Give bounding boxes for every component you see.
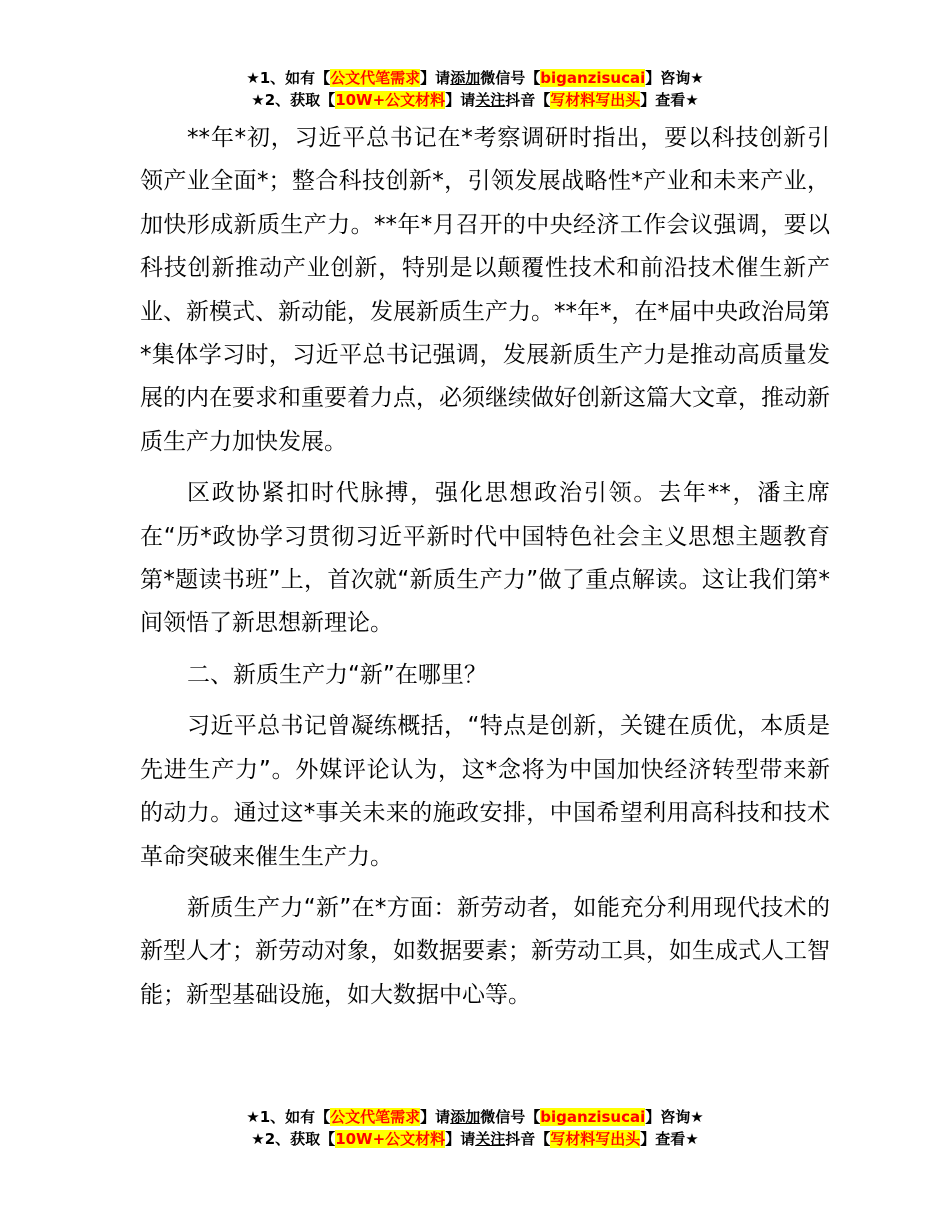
header-line-2-middle-2: 抖音【 bbox=[505, 91, 551, 109]
header-line-1-middle-2: 微信号【 bbox=[480, 69, 541, 87]
header-line-1-emphasis: 添加 bbox=[450, 69, 481, 87]
footer-line-2-middle-2: 抖音【 bbox=[505, 1130, 551, 1148]
footer-line-2-highlight-account: 写材料写出头 bbox=[550, 1130, 641, 1148]
header-line-1 bbox=[0, 67, 950, 89]
footer-line-1-emphasis: 添加 bbox=[450, 1108, 481, 1126]
header-line-2-highlight-account: 写材料写出头 bbox=[550, 91, 641, 109]
header-line-2 bbox=[0, 89, 950, 111]
header-banner bbox=[0, 67, 950, 111]
header-line-1-highlight-wechat-id: biganzisucai bbox=[540, 69, 646, 87]
header-line-1-middle: 】请 bbox=[420, 69, 451, 87]
footer-line-1-middle: 】请 bbox=[420, 1108, 451, 1126]
header-line-1-highlight-service: 公文代笔需求 bbox=[330, 69, 421, 87]
footer-line-1-prefix: ★1、如有【 bbox=[246, 1108, 331, 1126]
header-line-2-suffix: 】查看★ bbox=[640, 91, 699, 109]
footer-line-1-suffix: 】咨询★ bbox=[645, 1108, 704, 1126]
footer-line-2-suffix: 】查看★ bbox=[640, 1130, 699, 1148]
section-heading-what-is-new: 二、新质生产力“新”在哪里？ bbox=[187, 661, 487, 688]
footer-line-1 bbox=[0, 1106, 950, 1128]
paragraph-district-cppcc: 区政协紧扣时代脉搏，强化思想政治引领。去年**，潘主席在“历*政协学习贯彻习近平新时代中国特色社会主义思想主题教育第*题读书班”上，首次就“新质生产力”做了重点解读。这让我们第*间领悟了新思想新理论。 bbox=[140, 480, 830, 637]
header-line-1-suffix: 】咨询★ bbox=[645, 69, 704, 87]
footer-line-1-highlight-service: 公文代笔需求 bbox=[330, 1108, 421, 1126]
footer-line-1-highlight-wechat-id: biganzisucai bbox=[540, 1108, 646, 1126]
header-line-2-middle: 】请 bbox=[445, 91, 476, 109]
footer-line-2-emphasis: 关注 bbox=[475, 1130, 506, 1148]
footer-line-2-prefix: ★2、获取【 bbox=[251, 1130, 336, 1148]
paragraph-policy-background: **年*初，习近平总书记在*考察调研时指出，要以科技创新引领产业全面*；整合科技创新*，引领发展战略性*产业和未来产业，加快形成新质生产力。**年*月召开的中央经济工作会议强调，要以科技创新推动产业创新，特别是以颠覆性技术和前沿技术催生新产业、新模式、新动能，发展新质生产力。**年*，在*届中央政治局第*集体学习时，习近平总书记强调，发展新质生产力是推动高质量发展的内在要求和重要着力点，必须继续做好创新这篇大文章，推动新质生产力加快发展。 bbox=[140, 125, 830, 455]
header-line-2-emphasis: 关注 bbox=[475, 91, 506, 109]
footer-line-1-middle-2: 微信号【 bbox=[480, 1108, 541, 1126]
footer-banner bbox=[0, 1106, 950, 1150]
header-line-2-highlight-materials: 10W+公文材料 bbox=[335, 91, 446, 109]
footer-line-2-middle: 】请 bbox=[445, 1130, 476, 1148]
paragraph-characteristics: 习近平总书记曾凝练概括，“特点是创新，关键在质优，本质是先进生产力”。外媒评论认为，这*念将为中国加快经济转型带来新的动力。通过这*事关未来的施政安排，中国希望利用高科技和技术革命突破来催生生产力。 bbox=[140, 713, 830, 870]
paragraph-new-aspects: 新质生产力“新”在*方面：新劳动者，如能充分利用现代技术的新型人才；新劳动对象，如数据要素；新劳动工具，如生成式人工智能；新型基础设施，如大数据中心等。 bbox=[140, 894, 830, 1008]
document-body bbox=[140, 117, 830, 1025]
header-line-2-prefix: ★2、获取【 bbox=[251, 91, 336, 109]
footer-line-2-highlight-materials: 10W+公文材料 bbox=[335, 1130, 446, 1148]
header-line-1-prefix: ★1、如有【 bbox=[246, 69, 331, 87]
footer-line-2 bbox=[0, 1128, 950, 1150]
